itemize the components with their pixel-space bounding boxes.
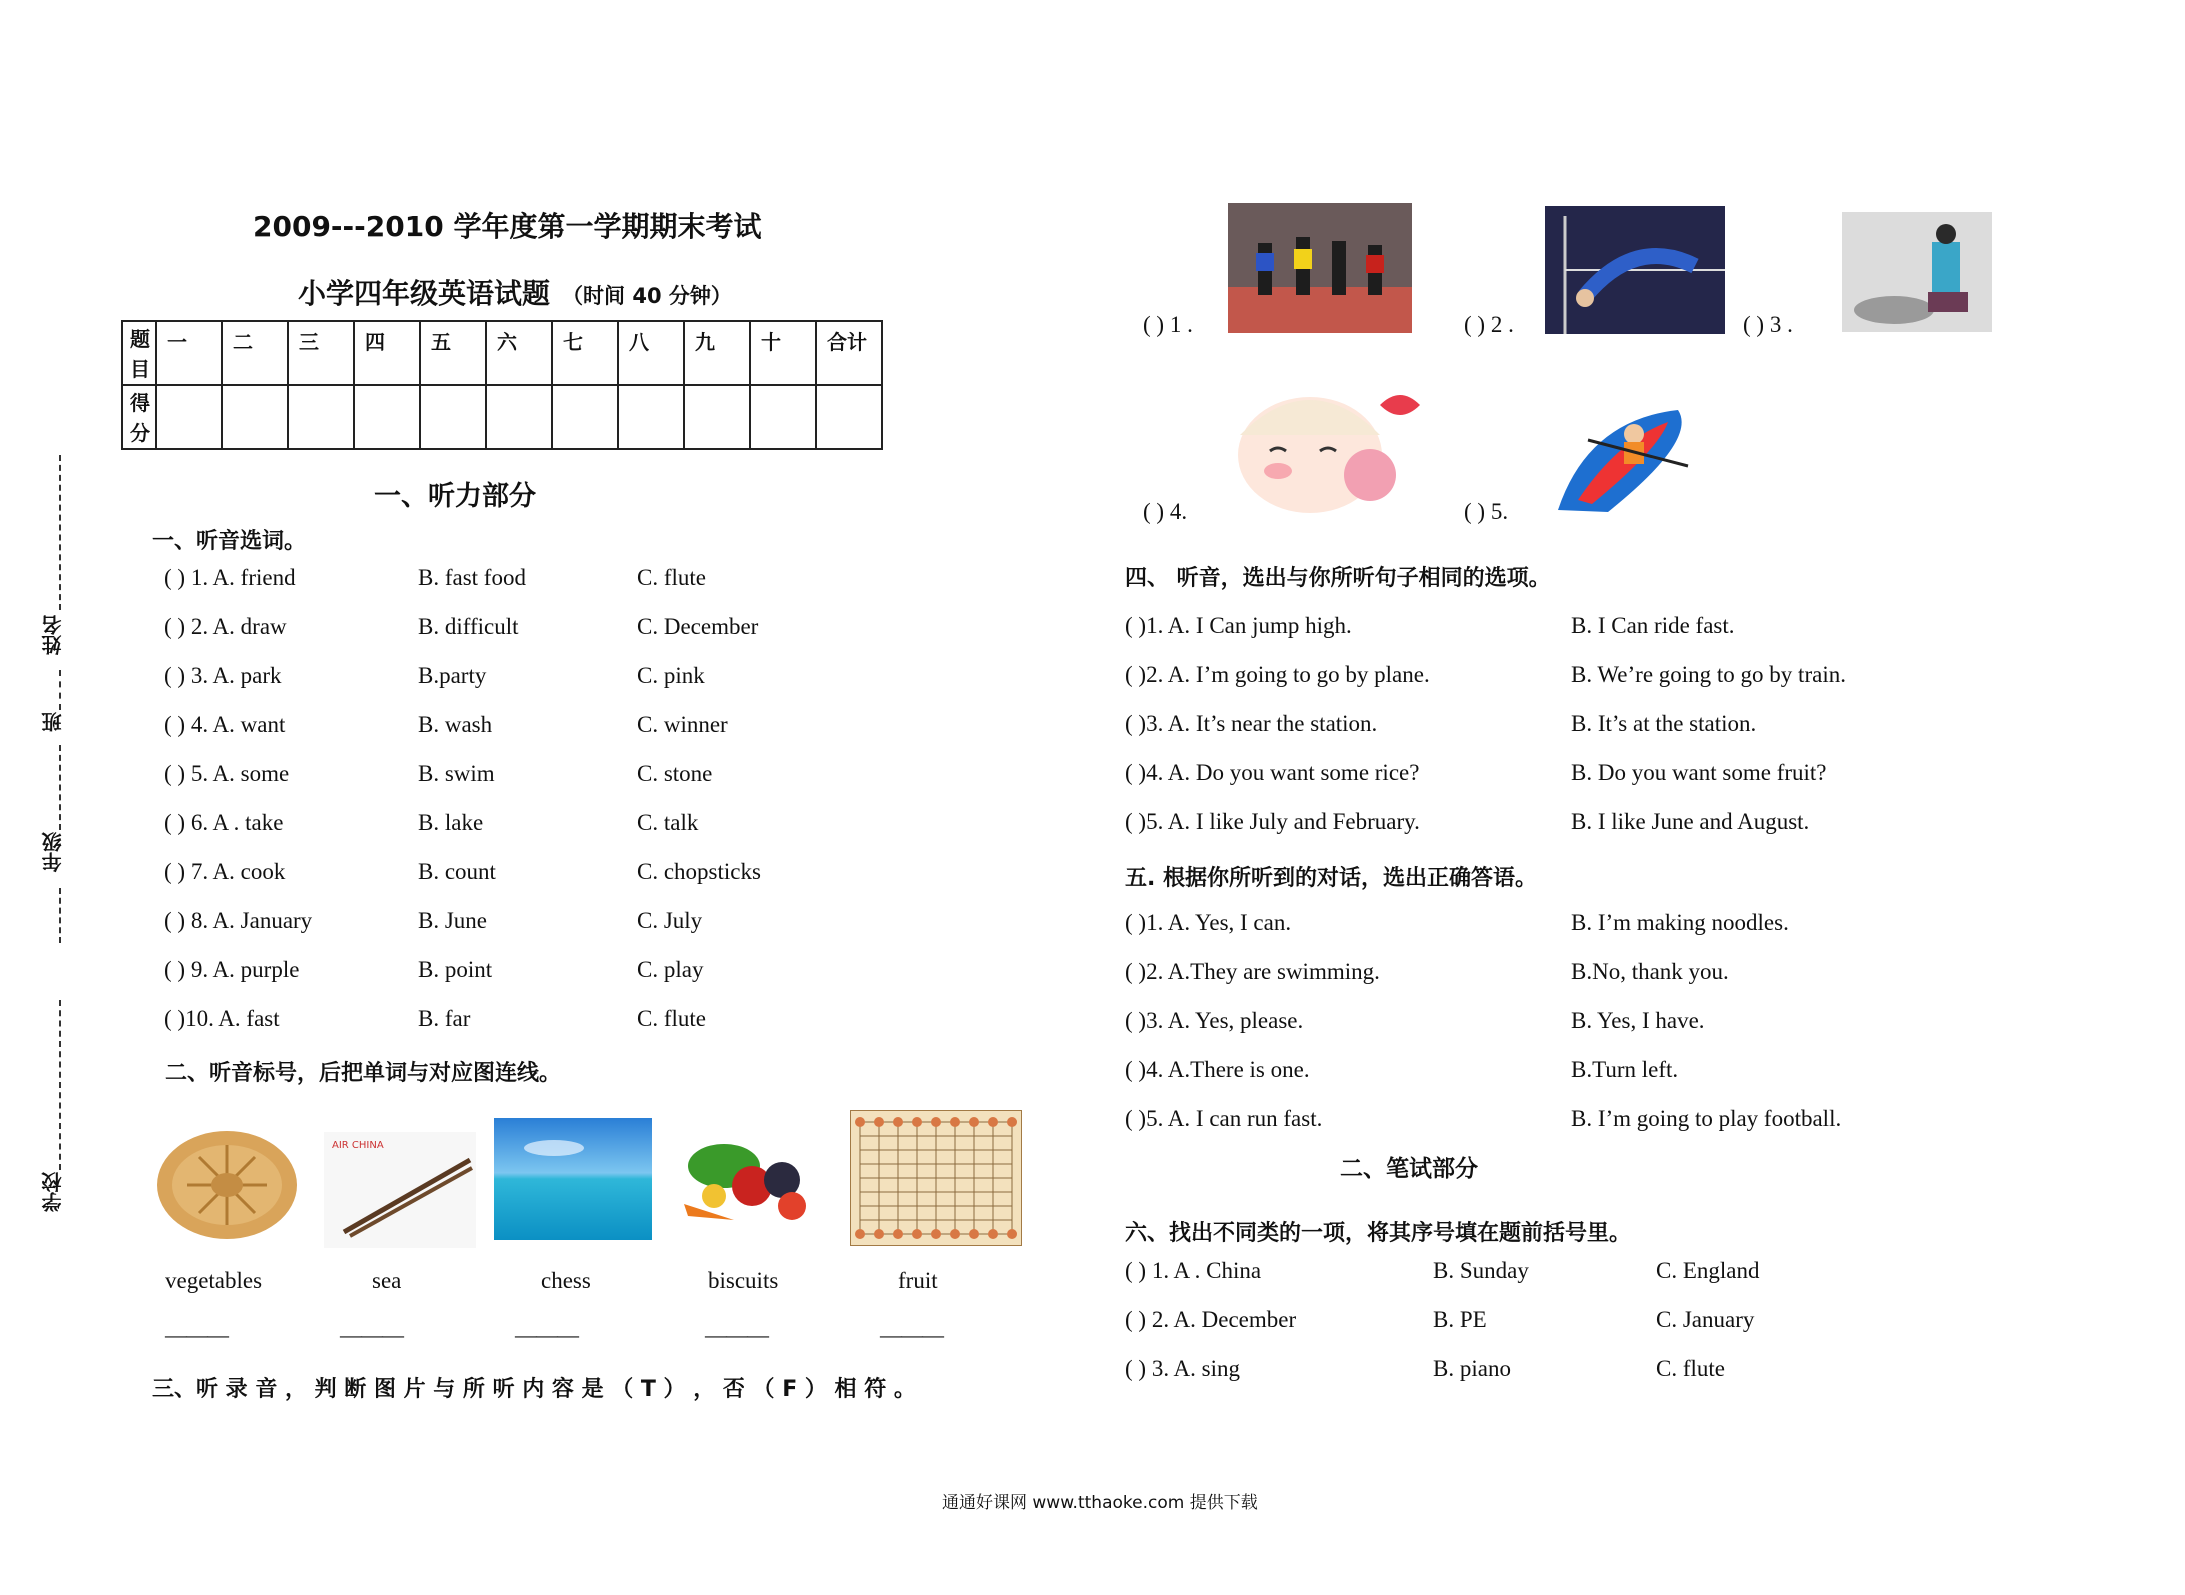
q6-option-b: B. PE — [1433, 1307, 1487, 1332]
q1-item-b: B. difficult — [418, 614, 519, 639]
q3-item: ( ) 4. — [1143, 499, 1188, 524]
q2-blank[interactable]: ——— — [340, 1322, 403, 1347]
q2-blank[interactable]: ——— — [705, 1322, 768, 1347]
q4-option-a: ( )2. A. I’m going to go by plane. — [1125, 662, 1430, 687]
score-cell[interactable] — [618, 385, 684, 449]
score-cell[interactable] — [684, 385, 750, 449]
q1-item-b: B.party — [418, 663, 487, 688]
q2-word: vegetables — [165, 1268, 263, 1293]
q1-item-c: C. pink — [637, 663, 705, 688]
air-china-logo: AIR CHINA — [332, 1140, 384, 1151]
q1-item-b: B. count — [418, 859, 496, 884]
q6-option-a: ( ) 3. A. sing — [1125, 1356, 1240, 1381]
col-10: 十 — [750, 321, 816, 385]
part1-title: 一、听力部分 — [374, 481, 536, 512]
q1-item-a: ( ) 1. A. friend — [164, 565, 296, 590]
col-7: 七 — [552, 321, 618, 385]
q3-item: ( ) 1 . — [1143, 312, 1193, 337]
q6-option-c: C. England — [1656, 1258, 1760, 1283]
q1-item-c: C. stone — [637, 761, 713, 786]
q5-option-b: B.Turn left. — [1571, 1057, 1679, 1082]
col-2: 二 — [222, 321, 288, 385]
q4-option-b: B. I Can ride fast. — [1571, 613, 1735, 638]
q1-item-b: B. point — [418, 957, 493, 982]
q3-item: ( ) 3 . — [1743, 312, 1793, 337]
score-table-row-topic — [122, 321, 882, 385]
q1-item-c: C. flute — [637, 1006, 706, 1031]
time-note: （时间 40 分钟） — [562, 284, 732, 308]
label-school: 学校 — [41, 1172, 65, 1212]
q1-item-b: B. fast food — [418, 565, 526, 590]
q1-item-a: ( ) 4. A. want — [164, 712, 286, 737]
q6-option-a: ( ) 1. A . China — [1125, 1258, 1262, 1283]
q2-blank[interactable]: ——— — [880, 1322, 943, 1347]
q6-option-c: C. January — [1656, 1307, 1755, 1332]
q6-title: 六、找出不同类的一项，将其序号填在题前括号里。 — [1125, 1221, 1632, 1246]
score-cell[interactable] — [486, 385, 552, 449]
q3-title: 三、听 录 音 ， 判 断 图 片 与 所 听 内 容 是 （ T ） ， 否 （ F ） 相 符 。 — [152, 1377, 916, 1402]
q1-item-a: ( ) 7. A. cook — [164, 859, 286, 884]
sea-image — [494, 1118, 652, 1240]
col-4: 四 — [354, 321, 420, 385]
row-head-score: 得 分 — [122, 385, 156, 449]
q2-title: 二、听音标号，后把单词与对应图连线。 — [165, 1061, 562, 1086]
q5-option-a: ( )1. A. Yes, I can. — [1125, 910, 1292, 935]
binding-dash — [59, 1000, 61, 1170]
q1-item-b: B. far — [418, 1006, 471, 1031]
vegetables-image — [664, 1124, 824, 1238]
q4-option-b: B. We’re going to go by train. — [1571, 662, 1846, 687]
binding-dash — [59, 888, 61, 943]
q2-blank[interactable]: ——— — [515, 1322, 578, 1347]
q1-item-c: C. chopsticks — [637, 859, 761, 884]
biscuit-image — [151, 1122, 303, 1248]
q4-option-a: ( )1. A. I Can jump high. — [1125, 613, 1352, 638]
chess-image — [850, 1110, 1022, 1246]
q1-item-c: C. December — [637, 614, 759, 639]
score-cell[interactable] — [354, 385, 420, 449]
q2-word: sea — [372, 1268, 402, 1293]
q1-item-a: ( ) 5. A. some — [164, 761, 290, 786]
q3-item: ( ) 2 . — [1464, 312, 1514, 337]
chopsticks-image — [324, 1132, 476, 1248]
q2-word: fruit — [898, 1268, 938, 1293]
q5-option-a: ( )2. A.They are swimming. — [1125, 959, 1380, 984]
q1-item-c: C. winner — [637, 712, 728, 737]
q3-item: ( ) 5. — [1464, 499, 1509, 524]
washing-image — [1842, 212, 1992, 332]
q1-item-b: B. lake — [418, 810, 484, 835]
q4-option-a: ( )4. A. Do you want some rice? — [1125, 760, 1420, 785]
q2-word: chess — [541, 1268, 591, 1293]
score-cell[interactable] — [552, 385, 618, 449]
q1-title: 一、听音选词。 — [152, 529, 307, 554]
score-cell[interactable] — [222, 385, 288, 449]
q6-option-b: B. Sunday — [1433, 1258, 1529, 1283]
q6-option-a: ( ) 2. A. December — [1125, 1307, 1297, 1332]
q1-item-c: C. July — [637, 908, 703, 933]
binding-dash — [59, 745, 61, 830]
q4-option-a: ( )5. A. I like July and February. — [1125, 809, 1420, 834]
q5-title: 五. 根据你所听到的对话，选出正确答语。 — [1125, 866, 1538, 891]
q5-option-a: ( )3. A. Yes, please. — [1125, 1008, 1304, 1033]
q5-option-a: ( )5. A. I can run fast. — [1125, 1106, 1323, 1131]
q6-option-b: B. piano — [1433, 1356, 1511, 1381]
q1-item-c: C. play — [637, 957, 704, 982]
label-name: 姓名 — [41, 615, 65, 655]
q5-option-a: ( )4. A.There is one. — [1125, 1057, 1310, 1082]
q4-option-b: B. I like June and August. — [1571, 809, 1810, 834]
part2-title: 二、笔试部分 — [1340, 1156, 1478, 1182]
col-1: 一 — [156, 321, 222, 385]
q2-word: biscuits — [708, 1268, 779, 1293]
q4-title: 四、 听音，选出与你所听句子相同的选项。 — [1125, 566, 1551, 591]
binding-dash — [59, 670, 61, 710]
col-3: 三 — [288, 321, 354, 385]
score-cell[interactable] — [750, 385, 816, 449]
running-image — [1228, 203, 1412, 333]
q1-item-c: C. flute — [637, 565, 706, 590]
q2-blank[interactable]: ——— — [165, 1322, 228, 1347]
q1-item-a: ( ) 9. A. purple — [164, 957, 300, 982]
score-table-row-score — [122, 385, 882, 449]
q1-item-b: B. swim — [418, 761, 495, 786]
subtitle-text: 小学四年级英语试题 — [298, 277, 551, 310]
q5-option-b: B.No, thank you. — [1571, 959, 1729, 984]
score-cell[interactable] — [288, 385, 354, 449]
score-cell[interactable] — [156, 385, 222, 449]
high-jump-image — [1545, 206, 1725, 334]
q1-item-c: C. talk — [637, 810, 699, 835]
q5-option-b: B. I’m making noodles. — [1571, 910, 1789, 935]
q1-item-a: ( )10. A. fast — [164, 1006, 280, 1031]
score-cell[interactable] — [816, 385, 882, 449]
girl-cartoon-image — [1230, 375, 1430, 517]
q5-option-b: B. I’m going to play football. — [1571, 1106, 1842, 1131]
col-8: 八 — [618, 321, 684, 385]
exam-subtitle — [298, 272, 732, 312]
q4-option-b: B. It’s at the station. — [1571, 711, 1757, 736]
binding-dash — [59, 455, 61, 610]
col-total: 合计 — [816, 321, 882, 385]
q6-option-c: C. flute — [1656, 1356, 1725, 1381]
exam-title: 2009---2010 学年度第一学期期末考试 — [253, 210, 762, 243]
col-9: 九 — [684, 321, 750, 385]
q1-item-a: ( ) 6. A . take — [164, 810, 284, 835]
score-table — [121, 320, 883, 450]
q1-item-a: ( ) 3. A. park — [164, 663, 282, 688]
label-grade: 年级 — [41, 832, 65, 872]
col-5: 五 — [420, 321, 486, 385]
kayak-image — [1548, 400, 1700, 518]
q1-item-b: B. June — [418, 908, 487, 933]
q4-option-a: ( )3. A. It’s near the station. — [1125, 711, 1378, 736]
q5-option-b: B. Yes, I have. — [1571, 1008, 1705, 1033]
q1-item-a: ( ) 2. A. draw — [164, 614, 287, 639]
q1-item-b: B. wash — [418, 712, 493, 737]
footer-credit: 通通好课网 www.tthaoke.com 提供下载 — [942, 1493, 1258, 1513]
col-6: 六 — [486, 321, 552, 385]
row-head-topic: 题 目 — [122, 321, 156, 385]
q4-option-b: B. Do you want some fruit? — [1571, 760, 1827, 785]
score-cell[interactable] — [420, 385, 486, 449]
q1-item-a: ( ) 8. A. January — [164, 908, 313, 933]
label-class: 班 — [41, 712, 65, 732]
